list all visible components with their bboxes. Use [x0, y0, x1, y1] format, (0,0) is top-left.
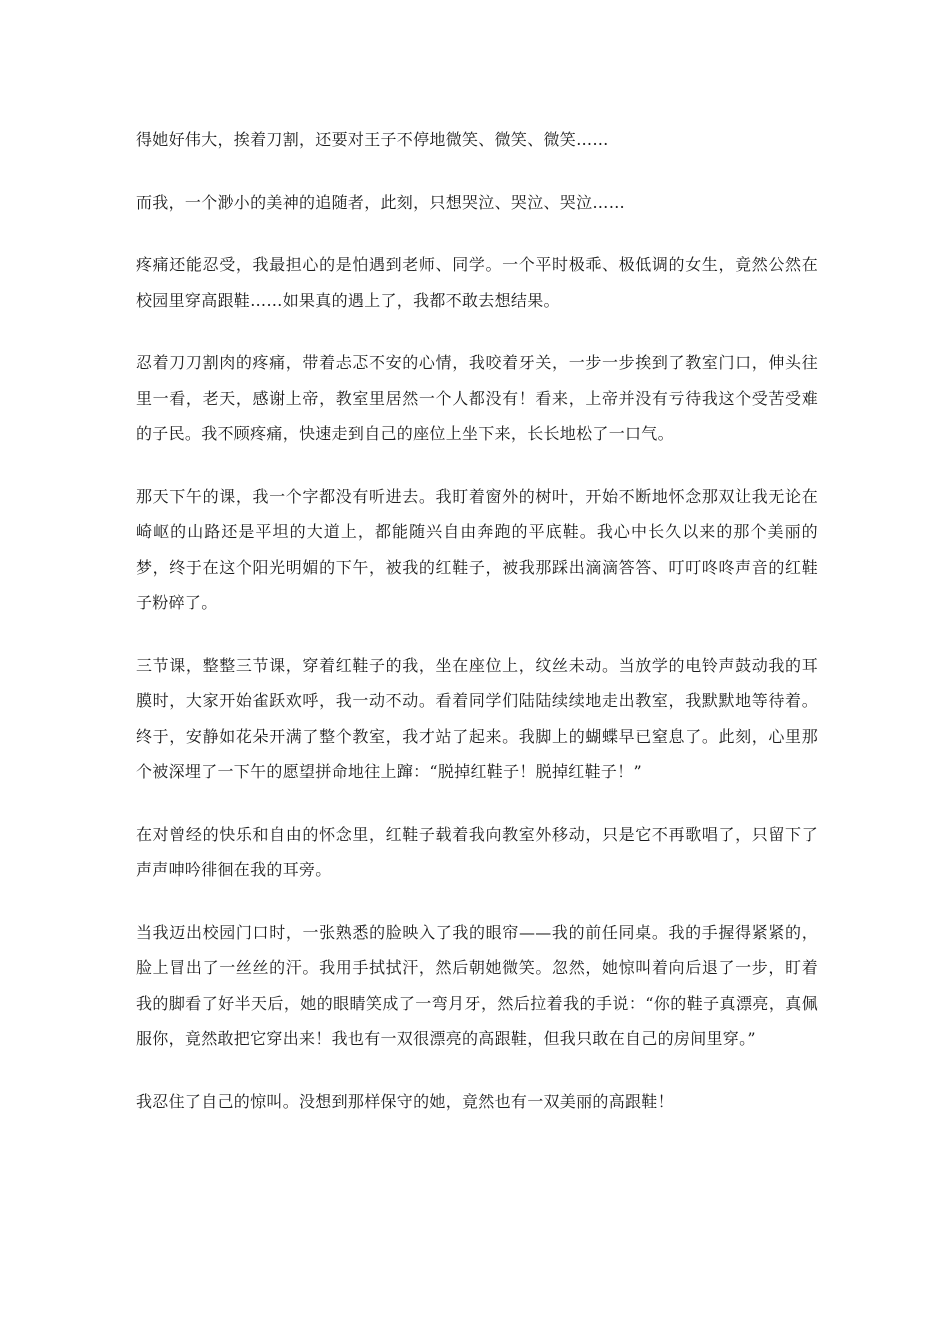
- paragraph-4: 忍着刀刀割肉的疼痛，带着忐忑不安的心情，我咬着牙关，一步一步挨到了教室门口，伸头往里一看，老天，感谢上帝，教室里居然一个人都没有！看来，上帝并没有亏待我这个受苦受难的子民。我不顾疼痛，快速走到自己的座位上坐下来，长长地松了一口气。: [136, 353, 818, 443]
- paragraph-1: 得她好伟大，挨着刀割，还要对王子不停地微笑、微笑、微笑……: [136, 130, 609, 149]
- document-body: [136, 122, 818, 1119]
- paragraph-5: 那天下午的课，我一个字都没有听进去。我盯着窗外的树叶，开始不断地怀念那双让我无论在崎岖的山路还是平坦的大道上，都能随兴自由奔跑的平底鞋。我心中长久以来的那个美丽的梦，终于在这个阳光明媚的下午，被我的红鞋子，被我那踩出滴滴答答、叮叮咚咚声音的红鞋子粉碎了。: [136, 486, 818, 612]
- paragraph-6: 三节课，整整三节课，穿着红鞋子的我，坐在座位上，纹丝未动。当放学的电铃声鼓动我的耳膜时，大家开始雀跃欢呼，我一动不动。看着同学们陆陆续续地走出教室，我默默地等待着。终于，安静如花朵开满了整个教室，我才站了起来。我脚上的蝴蝶早已窒息了。此刻，心里那个被深埋了一下午的愿望拼命地往上蹿：“脱掉红鞋子！脱掉红鞋子！”: [136, 655, 818, 781]
- paragraph-8: 当我迈出校园门口时，一张熟悉的脸映入了我的眼帘——我的前任同桌。我的手握得紧紧的，脸上冒出了一丝丝的汗。我用手拭拭汗，然后朝她微笑。忽然，她惊叫着向后退了一步，盯着我的脚看了好半天后，她的眼睛笑成了一弯月牙，然后拉着我的手说：“你的鞋子真漂亮，真佩服你，竟然敢把它穿出来！我也有一双很漂亮的高跟鞋，但我只敢在自己的房间里穿。”: [136, 922, 818, 1048]
- paragraph-3: 疼痛还能忍受，我最担心的是怕遇到老师、同学。一个平时极乖、极低调的女生，竟然公然在校园里穿高跟鞋……如果真的遇上了，我都不敢去想结果。: [136, 255, 818, 310]
- paragraph-7: 在对曾经的快乐和自由的怀念里，红鞋子载着我向教室外移动，只是它不再歌唱了，只留下了声声呻吟徘徊在我的耳旁。: [136, 824, 818, 879]
- paragraph-2: 而我，一个渺小的美神的追随者，此刻，只想哭泣、哭泣、哭泣……: [136, 192, 626, 212]
- paragraph-9: 我忍住了自己的惊叫。没想到那样保守的她，竟然也有一双美丽的高跟鞋！: [136, 1091, 674, 1111]
